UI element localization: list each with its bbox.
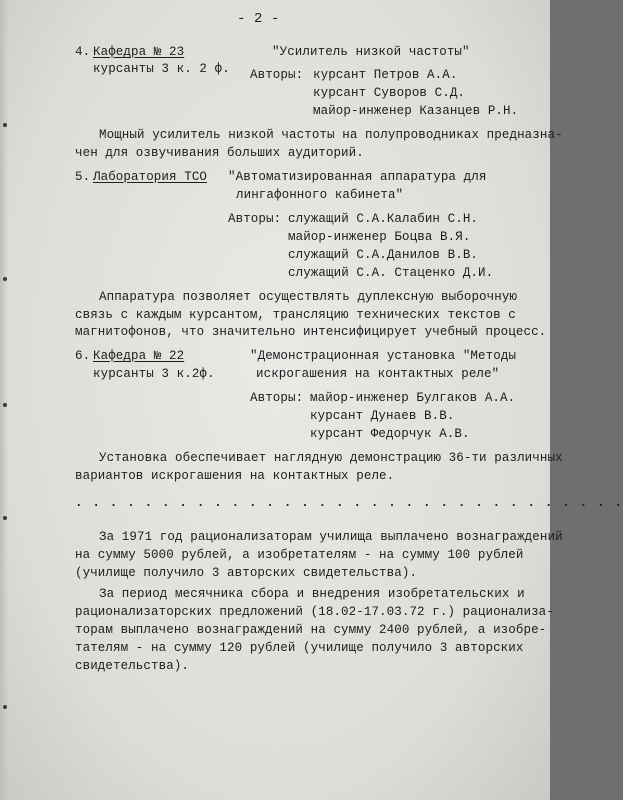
entry-5-title: лингафонного кабинета" — [236, 188, 404, 202]
entry-5-department: Лаборатория ТСО — [93, 170, 208, 184]
entry-4-cadets: курсанты 3 к. 2 ф. — [93, 62, 230, 76]
entry-5-authors-label: Авторы: — [228, 212, 282, 226]
entry-4-title: "Усилитель низкой частоты" — [272, 45, 470, 59]
entry-4-author: майор-инженер Казанцев Р.Н. — [313, 104, 519, 118]
entry-4-author: курсант Петров А.А. — [313, 68, 458, 82]
entry-5-description: магнитофонов, что значительно интенсифицирует учебный процесс. — [75, 325, 547, 339]
entry-6-cadets: курсанты 3 к.2ф. — [93, 367, 215, 381]
page-edge-shadow — [0, 0, 8, 800]
summary-line: свидетельства). — [75, 659, 190, 673]
binder-hole — [3, 403, 7, 407]
entry-4-description: Мощный усилитель низкой частоты на полупроводниках предназна- — [99, 128, 563, 142]
entry-5-author: служащий С.А. Стаценко Д.И. — [288, 266, 494, 280]
summary-line: За 1971 год рационализаторам училища выплачено вознаграждений — [99, 530, 563, 544]
entry-5-description: Аппаратура позволяет осуществлять дуплексную выборочную — [99, 290, 518, 304]
entry-4-author: курсант Суворов С.Д. — [313, 86, 466, 100]
entry-5-description: связь с каждым курсантом, трансляцию технических текстов с — [75, 308, 516, 322]
entry-6-authors-label: Авторы: — [250, 391, 304, 405]
entry-4-authors-label: Авторы: — [250, 68, 304, 82]
page-number: - 2 - — [237, 11, 280, 27]
entry-6-description: вариантов искрогашения на контактных реле. — [75, 469, 395, 483]
binder-hole — [3, 516, 7, 520]
entry-6-author: курсант Дунаев В.В. — [310, 409, 455, 423]
summary-line: (училище получило 3 авторских свидетельства). — [75, 566, 418, 580]
summary-line: торам выплачено вознаграждений на сумму 2400 рублей, а изобре- — [75, 623, 547, 637]
entry-6-author: курсант Федорчук А.В. — [310, 427, 470, 441]
entry-5-author: служащий С.А.Данилов В.В. — [288, 248, 479, 262]
entry-4-department: Кафедра № 23 — [93, 45, 185, 59]
entry-5-author: майор-инженер Боцва В.Я. — [288, 230, 471, 244]
summary-line: За период месячника сбора и внедрения изобретательских и — [99, 587, 525, 601]
entry-6-number: 6. — [75, 349, 91, 363]
dotted-separator: . . . . . . . . . . . . . . . . . . . . . . . . . . . . . . . . — [75, 496, 623, 510]
binder-hole — [3, 277, 7, 281]
binder-hole — [3, 123, 7, 127]
entry-6-title: искрогашения на контактных реле" — [256, 367, 500, 381]
entry-6-author: майор-инженер Булгаков А.А. — [310, 391, 516, 405]
entry-4-description: чен для озвучивания больших аудиторий. — [75, 146, 364, 160]
entry-6-title: "Демонстрационная установка "Методы — [250, 349, 517, 363]
entry-5-title: "Автоматизированная аппаратура для — [228, 170, 487, 184]
summary-line: рационализаторских предложений (18.02-17.03.72 г.) рационализа- — [75, 605, 554, 619]
entry-5-number: 5. — [75, 170, 91, 184]
summary-line: на сумму 5000 рублей, а изобретателям - на сумму 100 рублей — [75, 548, 524, 562]
entry-4-number: 4. — [75, 45, 91, 59]
summary-line: тателям - на сумму 120 рублей (училище получило 3 авторских — [75, 641, 524, 655]
entry-5-author: служащий С.А.Калабин С.Н. — [288, 212, 479, 226]
entry-6-department: Кафедра № 22 — [93, 349, 185, 363]
entry-6-description: Установка обеспечивает наглядную демонстрацию 36-ти различных — [99, 451, 563, 465]
binder-hole — [3, 705, 7, 709]
